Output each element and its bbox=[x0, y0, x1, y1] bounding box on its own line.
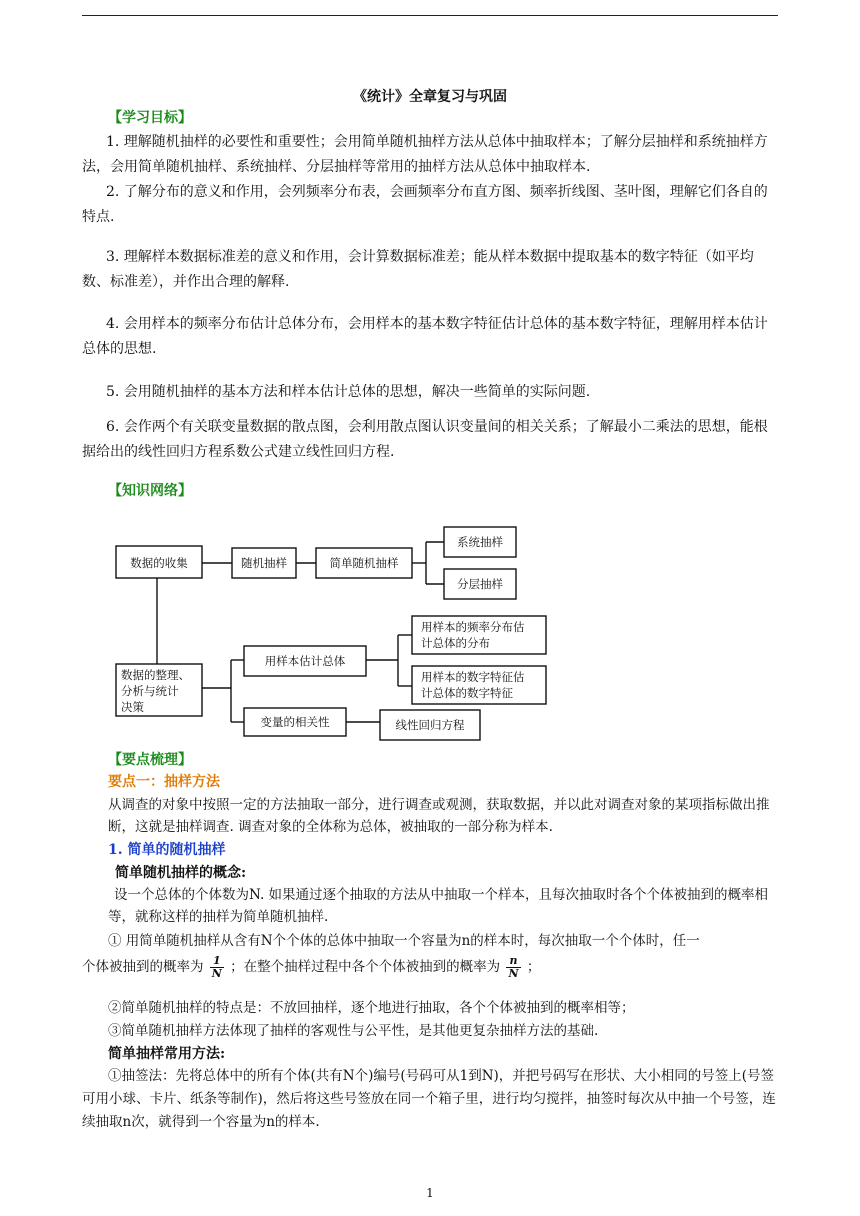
item-1 bbox=[82, 930, 778, 980]
item-2: ②简单随机抽样的特点是：不放回抽样，逐个地进行抽取，各个个体被抽到的概率相等； bbox=[108, 1000, 635, 1016]
label-systematic: 系统抽样 bbox=[457, 535, 503, 549]
keypoint-1-heading: 要点一：抽样方法 bbox=[108, 774, 220, 790]
goal-4: 4. 会用样本的频率分布估计总体分布，会用样本的基本数字特征估计总体的基本数字特征，理解用样本估计总体的思想. bbox=[82, 316, 768, 357]
label-freq-line1: 用样本的频率分布估 bbox=[421, 620, 525, 634]
section-network-heading: 【知识网络】 bbox=[108, 483, 192, 499]
label-regression: 线性回归方程 bbox=[395, 718, 465, 732]
fraction-n-over-N: $\frac{n}{N}$ bbox=[508, 953, 519, 981]
label-simple-random: 简单随机抽样 bbox=[329, 556, 399, 570]
goal-3: 3. 理解样本数据标准差的意义和作用，会计算数据标准差；能从样本数据中提取基本的数字特征（如平均数、标准差），并作出合理的解释. bbox=[82, 249, 754, 290]
label-freq-line2: 计总体的分布 bbox=[421, 636, 490, 650]
method-lottery: ①抽签法：先将总体中的所有个体(共有N个)编号(号码可从1到N)，并把号码写在形状、大小相同的号签上(号签可用小球、卡片、纸条等制作)，然后将这些号签放在同一个箱子里，进行均匀搅拌，抽签时每次从中抽一个号签，连续抽取n次，就得到一个容量为n的样本. bbox=[82, 1068, 776, 1130]
goal-1: 1. 理解随机抽样的必要性和重要性；会用简单随机抽样方法从总体中抽取样本；了解分层抽样和系统抽样方法，会用简单随机抽样、系统抽样、分层抽样等常用的抽样方法从总体中抽取样本. bbox=[82, 134, 768, 175]
label-organize-line3: 决策 bbox=[121, 700, 144, 714]
label-digit-line1: 用样本的数字特征估 bbox=[421, 670, 525, 684]
goal-2: 2. 了解分布的意义和作用，会列频率分布表，会画频率分布直方图、频率折线图、茎叶图，理解它们各自的特点. bbox=[82, 184, 768, 225]
goal-5: 5. 会用随机抽样的基本方法和样本估计总体的思想，解决一些简单的实际问题. bbox=[106, 384, 591, 400]
label-organize-line2: 分析与统计 bbox=[121, 684, 179, 698]
section-goals-heading: 【学习目标】 bbox=[108, 110, 192, 126]
goal-6: 6. 会作两个有关联变量数据的散点图，会利用散点图认识变量间的相关关系；了解最小二乘法的思想，能根据给出的线性回归方程系数公式建立线性回归方程. bbox=[82, 419, 768, 460]
page-title: 《统计》全章复习与巩固 bbox=[353, 89, 507, 105]
section-points-heading: 【要点梳理】 bbox=[108, 752, 192, 768]
keypoint-1-intro: 从调查的对象中按照一定的方法抽取一部分，进行调查或观测，获取数据，并以此对调查对象的某项指标做出推断，这就是抽样调查. 调查对象的全体称为总体，被抽取的一部分称为样本. bbox=[108, 797, 770, 836]
subheading-simple-random: 1. 简单的随机抽样 bbox=[108, 842, 226, 858]
label-estimate: 用样本估计总体 bbox=[264, 654, 346, 668]
item-1-line-a: ① 用简单随机抽样从含有N个个体的总体中抽取一个容量为n的样本时，每次抽取一个个体时，任一 bbox=[108, 933, 700, 949]
label-organize-line1: 数据的整理、 bbox=[121, 668, 190, 682]
label-digit-line2: 计总体的数字特征 bbox=[421, 686, 513, 700]
concept-text: 设一个总体的个体数为N. 如果通过逐个抽取的方法从中抽取一个样本，且每次抽取时各个个体被抽到的概率相等，就称这样的抽样为简单随机抽样. bbox=[108, 887, 769, 926]
fraction-1-over-N: $\frac{1}{N}$ bbox=[211, 953, 222, 981]
label-correlation: 变量的相关性 bbox=[260, 715, 330, 729]
item-3: ③简单随机抽样方法体现了抽样的客观性与公平性，是其他更复杂抽样方法的基础. bbox=[108, 1023, 599, 1039]
item-1-line-b: 个体被抽到的概率为 $\frac{1}{N}$ ；在整个抽样过程中各个个体被抽到的概率为 $\frac{n}{N}$ ； bbox=[82, 953, 541, 981]
label-data-collection: 数据的收集 bbox=[130, 556, 188, 570]
label-stratified: 分层抽样 bbox=[457, 577, 503, 591]
page-number: 1 bbox=[426, 1186, 434, 1200]
label-random-sampling: 随机抽样 bbox=[241, 556, 287, 570]
concept-heading: 简单随机抽样的概念: bbox=[115, 865, 247, 881]
methods-heading: 简单抽样常用方法: bbox=[108, 1046, 226, 1062]
